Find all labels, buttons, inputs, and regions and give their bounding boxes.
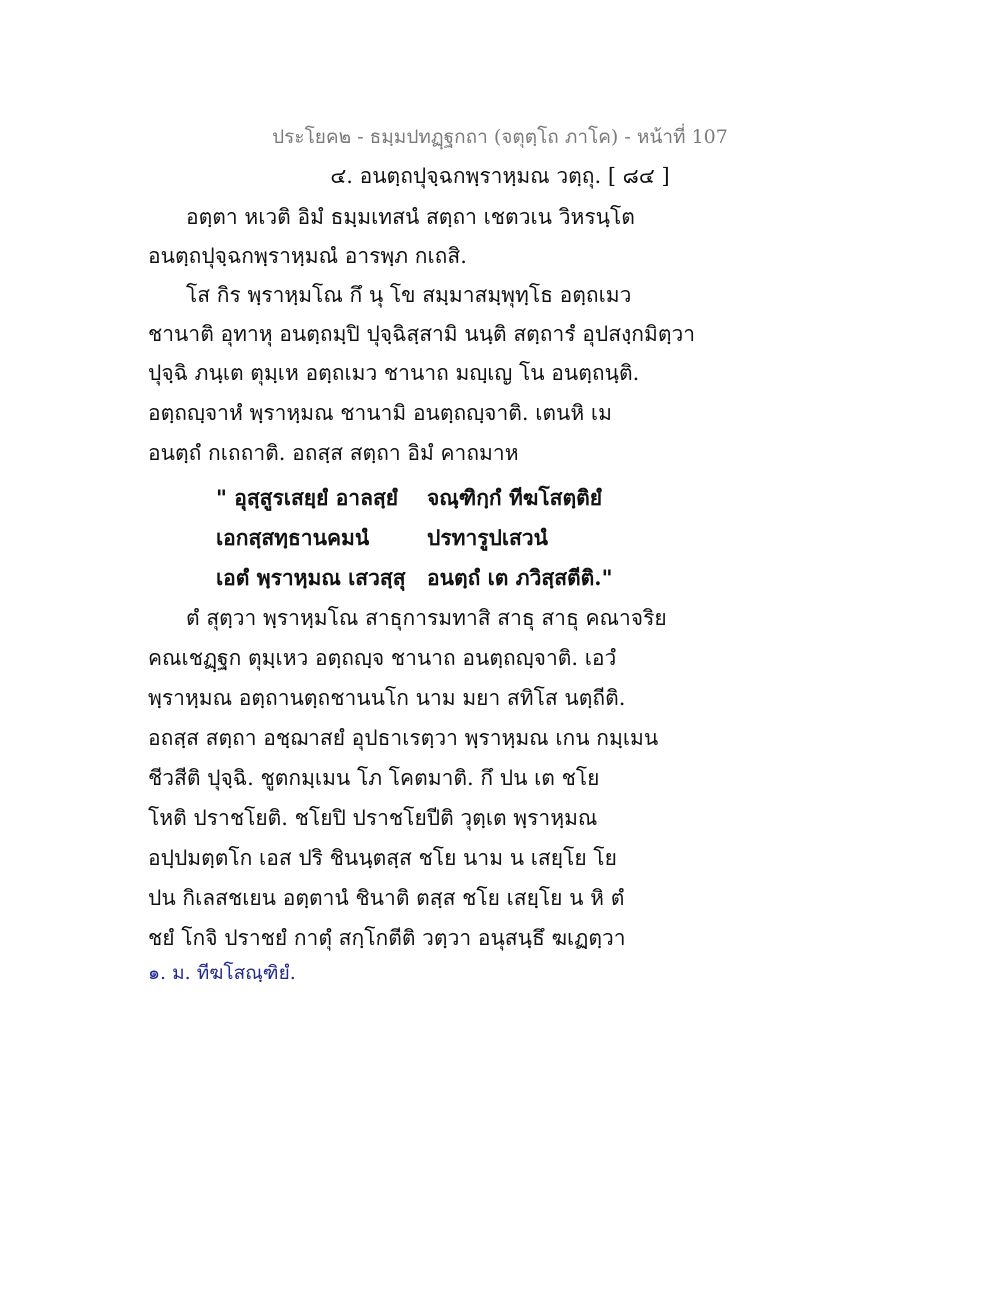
page-header: ประโยค๒ - ธมฺมปทฏฺฐกถา (จตุตฺโถ ภาโค) - หน้าที่ 107	[272, 126, 728, 148]
text-line: โหติ ปราชโยติ. ชโยปิ ปราชโยปีติ วุตฺเต พฺราหฺมณ	[148, 806, 598, 830]
verse-line-second-half: จณฺฑิกฺกํ ทีฆโสตฺติยํ	[427, 485, 603, 510]
text-line: อตฺถญฺจาหํ พฺราหฺมณ ชานามิ อนตฺถญฺจาติ. เตนหิ เม	[148, 401, 612, 425]
text-line: คณเชฏฺฐก ตุมฺเหว อตฺถญฺจ ชานาถ อนตฺถญฺจาติ. เอวํ	[148, 646, 617, 670]
verse-line-second-half: ปรทารูปเสวนํ	[427, 525, 548, 550]
text-line: อปฺปมตฺตโก เอส ปริ ชินนฺตสฺส ชโย นาม น เสยฺโย โย	[148, 846, 617, 870]
text-line: ชีวสีติ ปุจฺฉิ. ชูตกมฺเมน โภ โคตมาติ. กึ ปน เต ชโย	[148, 766, 600, 790]
text-line: อนตฺถํ กเถถาติ. อถสฺส สตฺถา อิมํ คาถมาห	[148, 441, 519, 465]
text-line: ชยํ โกจิ ปราชยํ กาตุํ สกฺโกตีติ วตฺวา อนุสนฺธึ ฆเฏตฺวา	[148, 926, 626, 950]
verse-line-first-half: เอตํ พฺราหฺมณ เสวสฺสุ	[216, 565, 406, 590]
text-line: ตํ สุตฺวา พฺราหฺมโณ สาธุการมทาสิ สาธุ สาธุ คณาจริย	[186, 606, 667, 630]
story-title: ๔. อนตฺถปุจฺฉกพฺราหฺมณ วตฺถุ. [ ๘๔ ]	[330, 164, 670, 188]
text-line: อถสฺส สตฺถา อชฺฌาสยํ อุปธาเรตฺวา พฺราหฺมณ เกน กมฺเมน	[148, 726, 659, 750]
verse-line-second-half: อนตฺถํ เต ภวิสฺสตีติ."	[427, 565, 613, 590]
text-line: พฺราหฺมณ อตฺถานตฺถชานนโก นาม มยา สทิโส นตฺถีติ.	[148, 686, 626, 710]
text-line: ชานาติ อุทาหุ อนตฺถมฺปิ ปุจฺฉิสฺสามิ นนฺติ สตฺถารํ อุปสงฺกมิตฺวา	[148, 322, 696, 346]
footnote: ๑. ม. ทีฆโสณฺฑิยํ.	[148, 962, 296, 984]
text-line: โส กิร พฺราหฺมโณ กึ นุ โข สมฺมาสมฺพุทฺโธ อตฺถเมว	[186, 283, 632, 307]
verse-line-first-half: เอกสฺสทฺธานคมนํ	[216, 525, 370, 550]
text-line: อตฺตา หเวติ อิมํ ธมฺมเทสนํ สตฺถา เชตวเน วิหรนฺโต	[186, 205, 635, 229]
text-line: ปน กิเลสชเยน อตฺตานํ ชินาติ ตสฺส ชโย เสยฺโย น หิ ตํ	[148, 886, 625, 910]
verse-line-first-half: " อุสฺสูรเสยฺยํ อาลสฺยํ	[216, 485, 399, 510]
text-line: อนตฺถปุจฺฉกพฺราหฺมณํ อารพฺภ กเถสิ.	[148, 244, 467, 268]
text-line: ปุจฺฉิ ภนฺเต ตุมฺเห อตฺถเมว ชานาถ มญฺเญ โน อนตฺถนฺติ.	[148, 361, 640, 385]
